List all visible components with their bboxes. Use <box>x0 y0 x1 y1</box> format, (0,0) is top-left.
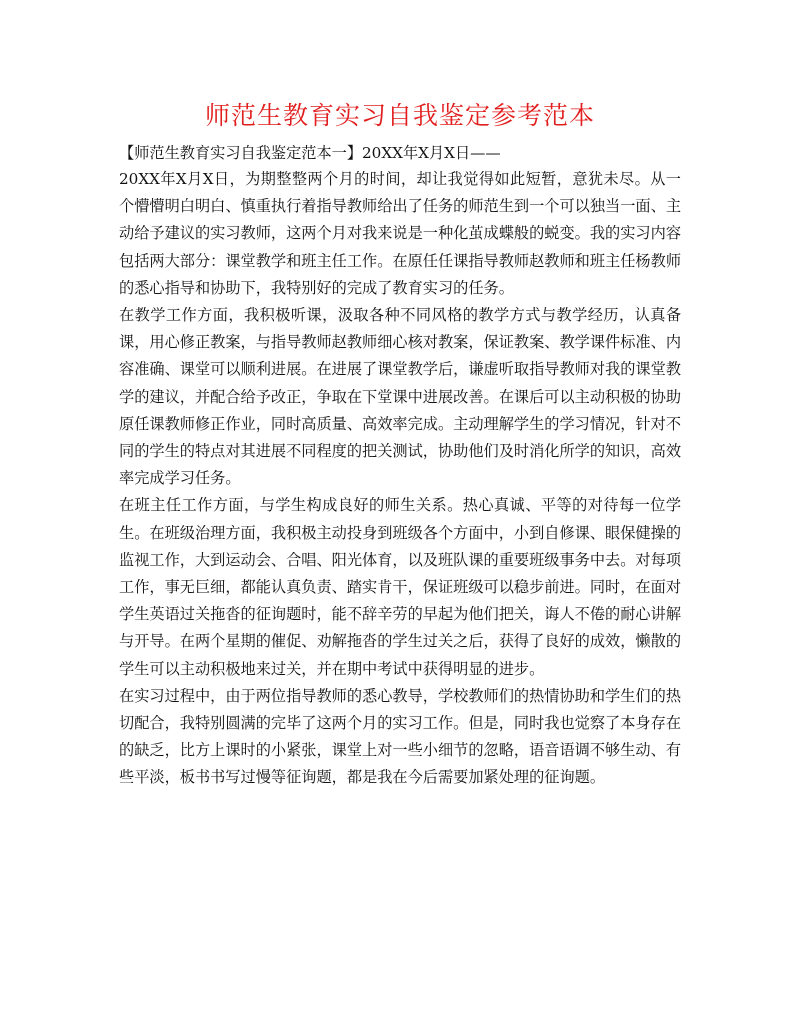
paragraph-4: 在实习过程中，由于两位指导教师的悉心教导，学校教师们的热情协助和学生们的热切配合，我特别圆满的完毕了这两个月的实习工作。但是，同时我也觉察了本身存在的缺乏，比方上课时的小紧张，课堂上对一些小细节的忽略，语音语调不够生动、有些平淡，板书书写过慢等征询题，都是我在今后需要加紧处理的征询题。 <box>119 686 681 787</box>
document-subtitle: 【师范生教育实习自我鉴定范本一】20XX年X月X日—— <box>119 144 501 162</box>
paragraph-2: 在教学工作方面，我积极听课，汲取各种不同风格的教学方式与教学经历，认真备课，用心修正教案，与指导教师赵教师细心核对教案，保证教案、教学课件标准、内容准确、课堂可以顺利进展。在进展了课堂教学后，谦虚听取指导教师对我的课堂教学的建议，并配合给予改正，争取在下堂课中进展改善。在课后可以主动积极的协助原任课教师修正作业，同时高质量、高效率完成。主动理解学生的学习情况，针对不同的学生的特点对其进展不同程度的把关测试，协助他们及时消化所学的知识，高效率完成学习任务。 <box>119 306 681 488</box>
document-page <box>119 96 681 792</box>
document-title: 师范生教育实习自我鉴定参考范本 <box>204 101 595 130</box>
paragraph-1: 20XX年X月X日，为期整整两个月的时间，却让我觉得如此短暂，意犹未尽。从一个懵懵明白明白、慎重执行着指导教师给出了任务的师范生到一个可以独当一面、主动给予建议的实习教师，这两个月对我来说是一种化茧成蝶般的蜕变。我的实习内容包括两大部分：课堂教学和班主任工作。在原任任课指导教师赵教师和班主任杨教师的悉心指导和协助下，我特别好的完成了教育实习的任务。 <box>119 170 681 297</box>
paragraph-3: 在班主任工作方面，与学生构成良好的师生关系。热心真诚、平等的对待每一位学生。在班级治理方面，我积极主动投身到班级各个方面中，小到自修课、眼保健操的监视工作，大到运动会、合唱、阳光体育，以及班队课的重要班级事务中去。对每项工作，事无巨细，都能认真负责、踏实肯干，保证班级可以稳步前进。同时，在面对学生英语过关拖沓的征询题时，能不辞辛劳的早起为他们把关，诲人不倦的耐心讲解与开导。在两个星期的催促、劝解拖沓的学生过关之后，获得了良好的成效，懒散的学生可以主动积极地来过关，并在期中考试中获得明显的进步。 <box>119 496 681 678</box>
